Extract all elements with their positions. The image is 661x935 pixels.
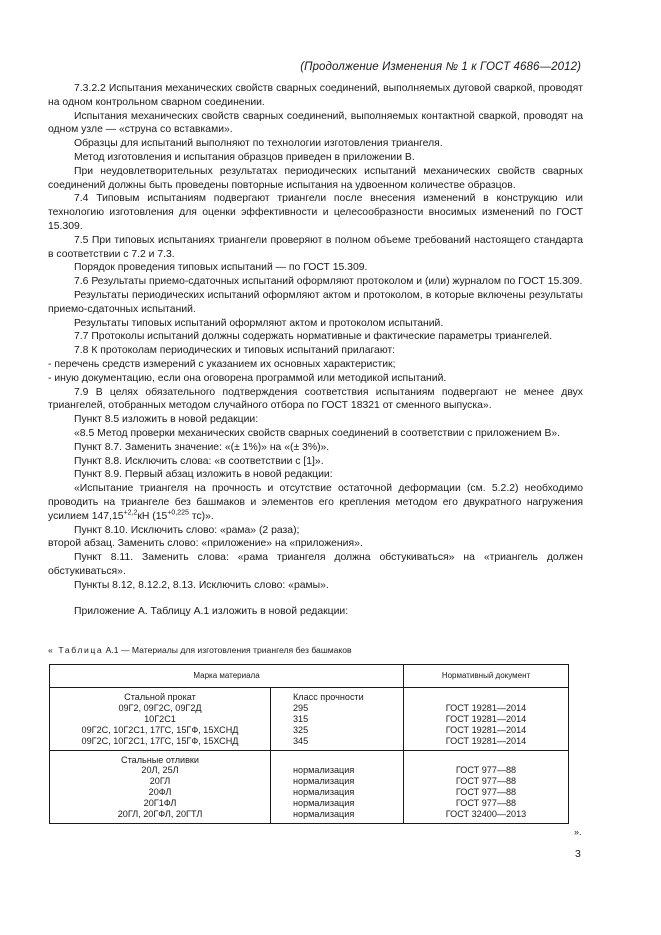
table-cell: ГОСТ 19281—2014 [404,714,569,725]
header-grade: Марка материала [50,665,404,688]
paragraph-with-formula [48,482,583,523]
closing-quote: ». [574,827,582,837]
group-title: Стальные отливки [50,750,271,765]
table-row [50,714,569,725]
page-number: 3 [575,848,581,860]
table-row [50,736,569,750]
table-cell: 325 [271,725,404,736]
table-cell: нормализация [271,765,404,776]
table-cell: 295 [271,703,404,714]
table-cell: ГОСТ 977—88 [404,776,569,787]
formula-text-start: «Испытание триангеля на прочность и отсутствие остаточной деформации (см. 5.2.2) необходимо проводить на триангеле без башмаков и элементов его крепления методом его двукратного нагружения усилием 147,15 [48,483,583,522]
tolerance-superscript: +0,225 [167,509,189,517]
paragraph: второй абзац. Заменить слово: «приложение» на «приложения». [48,538,363,550]
table-row [50,798,569,809]
paragraph: «8.5 Метод проверки механических свойств сварных соединений в соответствии с приложением В». [74,427,561,439]
paragraph: Приложение А. Таблицу А.1 изложить в новой редакции: [74,606,349,618]
table-cell: 20ФЛ [50,787,271,798]
table-row [50,809,569,823]
paragraph: 7.5 При типовых испытаниях триангели проверяют в полном объеме требований настоящего стандарта в соответствии с 7.2 и 7.3. [48,234,583,260]
paragraph: Результаты периодических испытаний оформляют актом и протоколом, в которые включены результаты приемо-сдаточных испытаний. [48,289,583,315]
table-cell: 09Г2С, 10Г2С1, 17ГС, 15ГФ, 15ХСНД [50,725,271,736]
paragraph: Порядок проведения типовых испытаний — по ГОСТ 15.309. [74,262,368,274]
paragraph: 7.3.2.2 Испытания механических свойств сварных соединений, выполняемых дуговой сваркой, проводят на одном контрольном сварном соединении. [48,83,583,108]
paragraph: 7.7 Протоколы испытаний должны содержать нормативные и фактические параметры триангелей. [74,331,553,343]
tolerance-superscript: +2,2 [123,509,138,517]
paragraph: 7.6 Результаты приемо-сдаточных испытаний оформляют протоколом и (или) журналом по ГОСТ 15.309. [74,276,583,288]
table-cell: ГОСТ 32400—2013 [404,809,569,823]
table-row [50,776,569,787]
table-cell: 345 [271,736,404,750]
strength-class-title: Класс прочности [271,688,404,703]
paragraph: Результаты типовых испытаний оформляют актом и протоколом испытаний. [74,317,444,329]
formula-text-end: тс)». [188,510,214,522]
paragraph: Пункты 8.12, 8.12.2, 8.13. Исключить слово: «рамы». [74,579,329,591]
paragraph: Испытания механических свойств сварных соединений, выполняемых контактной сваркой, проводят на одном узле — «струна со вставками». [48,110,583,136]
paragraph: Пункт 8.8. Исключить слова: «в соответствии с [1]». [74,455,324,467]
table-cell: 20Г1ФЛ [50,798,271,809]
table-row [50,787,569,798]
list-item: - перечень средств измерений с указанием их основных характеристик; [48,358,396,370]
header-document: Нормативный документ [404,665,569,688]
table-cell: нормализация [271,798,404,809]
table-cell: 315 [271,714,404,725]
group-title: Стальной прокат [50,688,271,703]
formula-text-middle: кН (15 [137,510,168,522]
table-cell: нормализация [271,776,404,787]
table-cell: ГОСТ 977—88 [404,787,569,798]
table-caption-title: А.1 — Материалы для изготовления триангеля без башмаков [103,645,352,655]
paragraph: Пункт 8.9. Первый абзац изложить в новой редакции: [74,469,333,481]
table-header-row [50,665,569,688]
table-row [50,703,569,714]
continuation-header: (Продолжение Изменения № 1 к ГОСТ 4686—2012) [300,61,581,73]
list-item: - иную документацию, если она оговорена программой или методикой испытаний. [48,372,447,384]
paragraph: 7.9 В целях обязательного подтверждения соответствия испытаниям подвергают не менее двух триангелей, отобранных методом случайного отбора по ГОСТ 18321 от сменного выпуска». [48,386,583,412]
paragraph: Метод изготовления и испытания образцов приведен в приложении В. [74,151,415,163]
table-cell: 20Л, 25Л [50,765,271,776]
paragraph: При неудовлетворительных результатах периодических испытаний механических свойств сварных соединений должны быть проведены повторные испытания на удвоенном количестве образцов. [48,165,583,191]
table-row [50,750,569,765]
table-cell: ГОСТ 19281—2014 [404,736,569,750]
table-cell: нормализация [271,787,404,798]
paragraph: 7.4 Типовым испытаниям подвергают триангели после внесения изменений в конструкцию или технологию изготовления для оценки эффективности и целесообразности вносимых изменений по ГОСТ 15.309. [48,193,583,232]
materials-table [49,664,569,824]
table-row [50,725,569,736]
table-cell: ГОСТ 19281—2014 [404,725,569,736]
table-cell: нормализация [271,809,404,823]
table-cell: 10Г2С1 [50,714,271,725]
paragraph: Пункт 8.11. Заменить слова: «рама триангеля должна обстукиваться» на «триангель должен обстукиваться». [48,552,583,577]
amendment-text [48,82,583,619]
table-cell: ГОСТ 977—88 [404,798,569,809]
paragraph: Пункт 8.5 изложить в новой редакции: [74,414,259,426]
paragraph: Пункт 8.7. Заменить значение: «(± 1%)» на «(± 3%)». [74,441,330,453]
table-cell: 09Г2, 09Г2С, 09Г2Д [50,703,271,714]
table-cell: ГОСТ 977—88 [404,765,569,776]
table-caption-label: « Таблица [48,645,104,655]
paragraph: 7.8 К протоколам периодических и типовых испытаний прилагают: [74,345,396,357]
table-cell: ГОСТ 19281—2014 [404,703,569,714]
table-caption [48,645,352,655]
table-cell: 09Г2С, 10Г2С1, 17ГС, 15ГФ, 15ХСНД [50,736,271,750]
table-cell: 20ГЛ, 20ГФЛ, 20ГТЛ [50,809,271,823]
table-row [50,688,569,703]
paragraph: Образцы для испытаний выполняют по технологии изготовления триангеля. [74,138,443,150]
table-cell: 20ГЛ [50,776,271,787]
paragraph: Пункт 8.10. Исключить слово: «рама» (2 раза); [74,524,300,536]
table-row [50,765,569,776]
